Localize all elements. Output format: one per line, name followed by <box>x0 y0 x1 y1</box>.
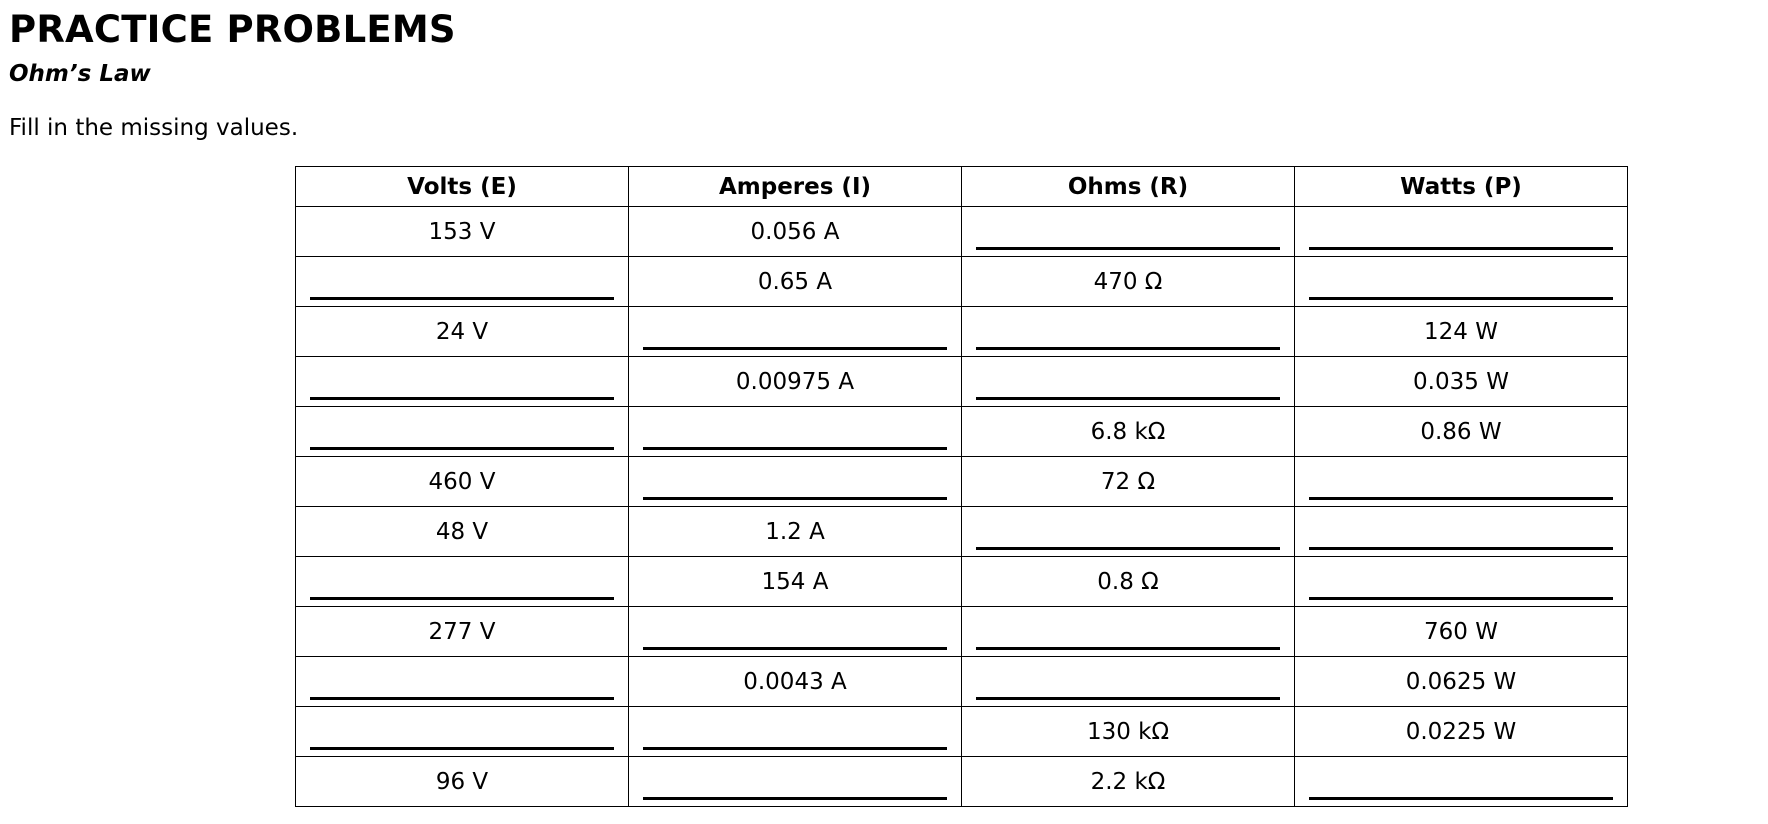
answer-blank-line[interactable] <box>1309 297 1613 300</box>
amperes-value: 1.2 A <box>765 519 825 545</box>
answer-blank-line[interactable] <box>1309 497 1613 500</box>
answer-blank-line[interactable] <box>310 597 614 600</box>
ohms-value: 6.8 kΩ <box>1090 419 1166 445</box>
amperes-value: 0.00975 A <box>735 369 855 395</box>
ohms-cell <box>962 557 1295 607</box>
answer-blank-line[interactable] <box>643 347 947 350</box>
answer-blank-line[interactable] <box>1309 797 1613 800</box>
watts-cell <box>1295 407 1628 457</box>
watts-answer-cell[interactable] <box>1295 507 1628 557</box>
ohms-answer-cell[interactable] <box>962 307 1295 357</box>
ohms-answer-cell[interactable] <box>962 607 1295 657</box>
amperes-cell <box>629 257 962 307</box>
watts-value: 0.0625 W <box>1405 669 1517 695</box>
watts-answer-cell[interactable] <box>1295 207 1628 257</box>
amperes-cell <box>629 657 962 707</box>
header-row <box>296 167 1628 207</box>
watts-cell <box>1295 657 1628 707</box>
watts-cell <box>1295 707 1628 757</box>
answer-blank-line[interactable] <box>643 747 947 750</box>
header-watts: Watts (P) <box>1295 167 1628 207</box>
ohms-answer-cell[interactable] <box>962 507 1295 557</box>
answer-blank-line[interactable] <box>1309 547 1613 550</box>
volts-cell <box>296 507 629 557</box>
amperes-value: 0.056 A <box>750 219 840 245</box>
answer-blank-line[interactable] <box>310 747 614 750</box>
volts-value: 277 V <box>428 619 496 645</box>
table-row <box>296 707 1628 757</box>
table-row <box>296 757 1628 807</box>
answer-blank-line[interactable] <box>976 247 1280 250</box>
volts-value: 460 V <box>428 469 496 495</box>
volts-answer-cell[interactable] <box>296 707 629 757</box>
instructions-text: Fill in the missing values. <box>9 115 299 141</box>
watts-answer-cell[interactable] <box>1295 257 1628 307</box>
watts-cell <box>1295 357 1628 407</box>
page-title: PRACTICE PROBLEMS <box>9 8 456 51</box>
page-subtitle: Ohm’s Law <box>9 61 151 87</box>
ohms-value: 2.2 kΩ <box>1090 769 1166 795</box>
watts-answer-cell[interactable] <box>1295 557 1628 607</box>
volts-cell <box>296 457 629 507</box>
table-row <box>296 307 1628 357</box>
answer-blank-line[interactable] <box>310 397 614 400</box>
answer-blank-line[interactable] <box>976 697 1280 700</box>
table-row <box>296 407 1628 457</box>
volts-value: 48 V <box>435 519 489 545</box>
amperes-cell <box>629 557 962 607</box>
watts-cell <box>1295 607 1628 657</box>
volts-value: 96 V <box>435 769 489 795</box>
ohms-cell <box>962 407 1295 457</box>
ohms-value: 130 kΩ <box>1086 719 1170 745</box>
volts-value: 153 V <box>428 219 496 245</box>
answer-blank-line[interactable] <box>643 447 947 450</box>
answer-blank-line[interactable] <box>1309 597 1613 600</box>
watts-value: 760 W <box>1424 619 1498 645</box>
volts-answer-cell[interactable] <box>296 257 629 307</box>
table-row <box>296 507 1628 557</box>
amperes-cell <box>629 357 962 407</box>
answer-blank-line[interactable] <box>976 547 1280 550</box>
ohms-value: 72 Ω <box>1100 469 1156 495</box>
amperes-answer-cell[interactable] <box>629 407 962 457</box>
amperes-answer-cell[interactable] <box>629 707 962 757</box>
header-amperes: Amperes (I) <box>629 167 962 207</box>
volts-answer-cell[interactable] <box>296 557 629 607</box>
ohms-answer-cell[interactable] <box>962 657 1295 707</box>
watts-value: 0.035 W <box>1413 369 1509 395</box>
volts-value: 24 V <box>435 319 489 345</box>
answer-blank-line[interactable] <box>643 647 947 650</box>
table-row <box>296 457 1628 507</box>
table-row <box>296 257 1628 307</box>
header-ohms: Ohms (R) <box>962 167 1295 207</box>
ohms-answer-cell[interactable] <box>962 207 1295 257</box>
table-header <box>296 167 1628 207</box>
table-row <box>296 607 1628 657</box>
amperes-value: 0.0043 A <box>743 669 847 695</box>
volts-cell <box>296 207 629 257</box>
watts-answer-cell[interactable] <box>1295 457 1628 507</box>
answer-blank-line[interactable] <box>643 797 947 800</box>
amperes-answer-cell[interactable] <box>629 457 962 507</box>
table-row <box>296 657 1628 707</box>
answer-blank-line[interactable] <box>310 697 614 700</box>
answer-blank-line[interactable] <box>310 297 614 300</box>
amperes-value: 0.65 A <box>757 269 833 295</box>
amperes-answer-cell[interactable] <box>629 607 962 657</box>
ohms-value: 0.8 Ω <box>1097 569 1159 595</box>
amperes-answer-cell[interactable] <box>629 307 962 357</box>
amperes-cell <box>629 207 962 257</box>
amperes-value: 154 A <box>761 569 829 595</box>
volts-cell <box>296 307 629 357</box>
practice-problems-table <box>295 166 1628 807</box>
ohms-cell <box>962 257 1295 307</box>
answer-blank-line[interactable] <box>976 647 1280 650</box>
table-row <box>296 557 1628 607</box>
volts-answer-cell[interactable] <box>296 657 629 707</box>
ohms-cell <box>962 457 1295 507</box>
answer-blank-line[interactable] <box>643 497 947 500</box>
amperes-answer-cell[interactable] <box>629 757 962 807</box>
volts-cell <box>296 757 629 807</box>
ohms-cell <box>962 757 1295 807</box>
answer-blank-line[interactable] <box>310 447 614 450</box>
table-row <box>296 207 1628 257</box>
answer-blank-line[interactable] <box>976 347 1280 350</box>
watts-value: 0.0225 W <box>1405 719 1517 745</box>
watts-answer-cell[interactable] <box>1295 757 1628 807</box>
header-volts: Volts (E) <box>296 167 629 207</box>
watts-value: 124 W <box>1424 319 1498 345</box>
table-body <box>296 207 1628 807</box>
watts-value: 0.86 W <box>1420 419 1502 445</box>
answer-blank-line[interactable] <box>1309 247 1613 250</box>
ohms-cell <box>962 707 1295 757</box>
amperes-cell <box>629 507 962 557</box>
volts-answer-cell[interactable] <box>296 407 629 457</box>
answer-blank-line[interactable] <box>976 397 1280 400</box>
table-row <box>296 357 1628 407</box>
ohms-value: 470 Ω <box>1093 269 1163 295</box>
volts-cell <box>296 607 629 657</box>
volts-answer-cell[interactable] <box>296 357 629 407</box>
ohms-answer-cell[interactable] <box>962 357 1295 407</box>
watts-cell <box>1295 307 1628 357</box>
